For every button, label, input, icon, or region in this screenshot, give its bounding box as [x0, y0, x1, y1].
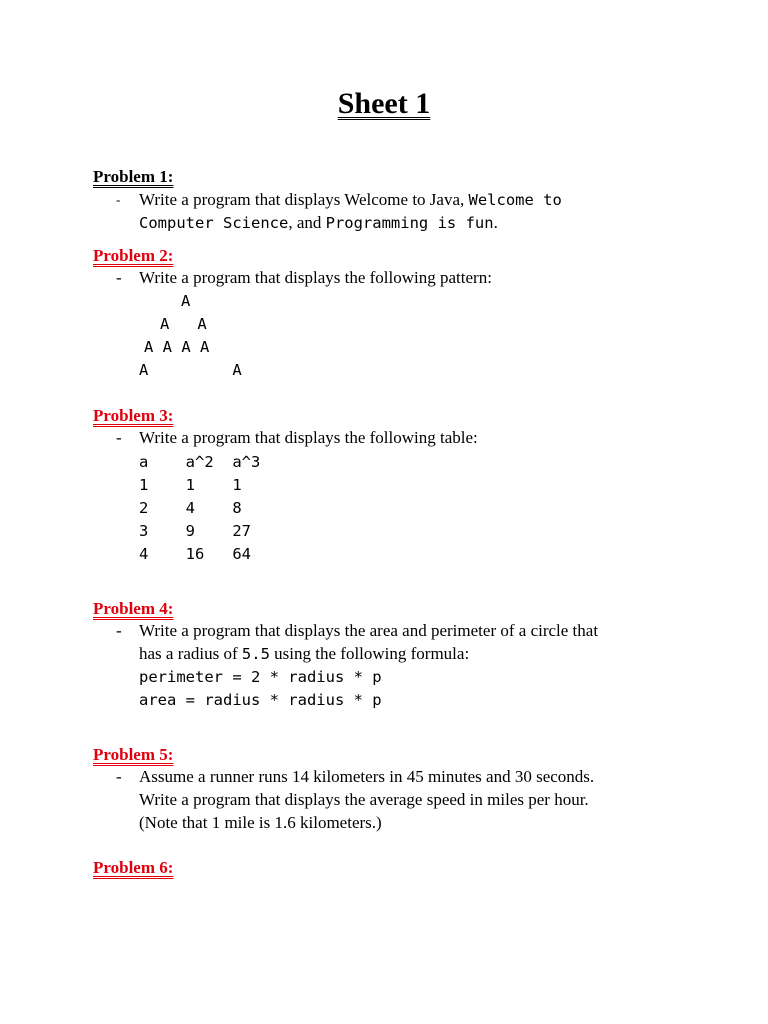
problem-4-radius-value: 5.5 [241, 645, 270, 663]
problem-3-text: Write a program that displays the following table: [139, 428, 478, 447]
problem-4-text-2a: has a radius of [139, 644, 242, 663]
problem-5-line-3: (Note that 1 mile is 1.6 kilometers.) [139, 813, 382, 832]
problem-4-line-1: Write a program that displays the area and perimeter of a circle that [139, 621, 599, 640]
problem-1-code-fun: Programming is fun [325, 214, 494, 232]
problem-2-heading: Problem 2: [93, 246, 174, 265]
problem-2-bullet: - [116, 268, 122, 287]
table-row: 3 9 27 [139, 522, 251, 540]
problem-6-heading: Problem 6: [93, 858, 174, 877]
problem-5-line-2: Write a program that displays the average speed in miles per hour. [139, 790, 589, 809]
pattern-row-4: A A [139, 361, 242, 379]
problem-4-bullet: - [116, 621, 122, 640]
table-row: 1 1 1 [139, 476, 242, 494]
problem-4-line-2 [139, 643, 469, 665]
problem-3-heading: Problem 3: [93, 406, 174, 425]
problem-1-code-cs: Computer Science [139, 214, 289, 232]
page-title [0, 84, 768, 124]
page-title-text: Sheet 1 [337, 87, 431, 120]
area-formula: area = radius * radius * p [139, 691, 382, 709]
problem-1-code-welcome: Welcome to [468, 191, 562, 209]
problem-4-text-2b: using the following formula: [269, 644, 470, 663]
table-header-row: a a^2 a^3 [139, 453, 261, 471]
problem-1-bullet: - [116, 192, 121, 207]
problem-3-bullet: - [116, 428, 122, 447]
pattern-row-2: A A [160, 315, 207, 333]
pattern-row-3: A A A A [144, 338, 210, 356]
problem-1-text-3: . [493, 213, 498, 232]
pattern-row-1: A [181, 292, 191, 310]
problem-4-heading: Problem 4: [93, 599, 174, 618]
problem-1-heading: Problem 1: [93, 167, 174, 186]
problem-1-text-2: , and [288, 213, 326, 232]
table-row: 2 4 8 [139, 499, 242, 517]
problem-1-line-1 [139, 189, 562, 211]
perimeter-formula: perimeter = 2 * radius * p [139, 668, 382, 686]
problem-1-line-2 [139, 212, 498, 234]
problem-5-line-1: Assume a runner runs 14 kilometers in 45 minutes and 30 seconds. [139, 767, 595, 786]
table-row: 4 16 64 [139, 545, 251, 563]
problem-2-text: Write a program that displays the following pattern: [139, 268, 492, 287]
problem-1-text-1: Write a program that displays Welcome to Java, [139, 190, 469, 209]
problem-5-bullet: - [116, 767, 122, 786]
problem-5-heading: Problem 5: [93, 745, 174, 764]
